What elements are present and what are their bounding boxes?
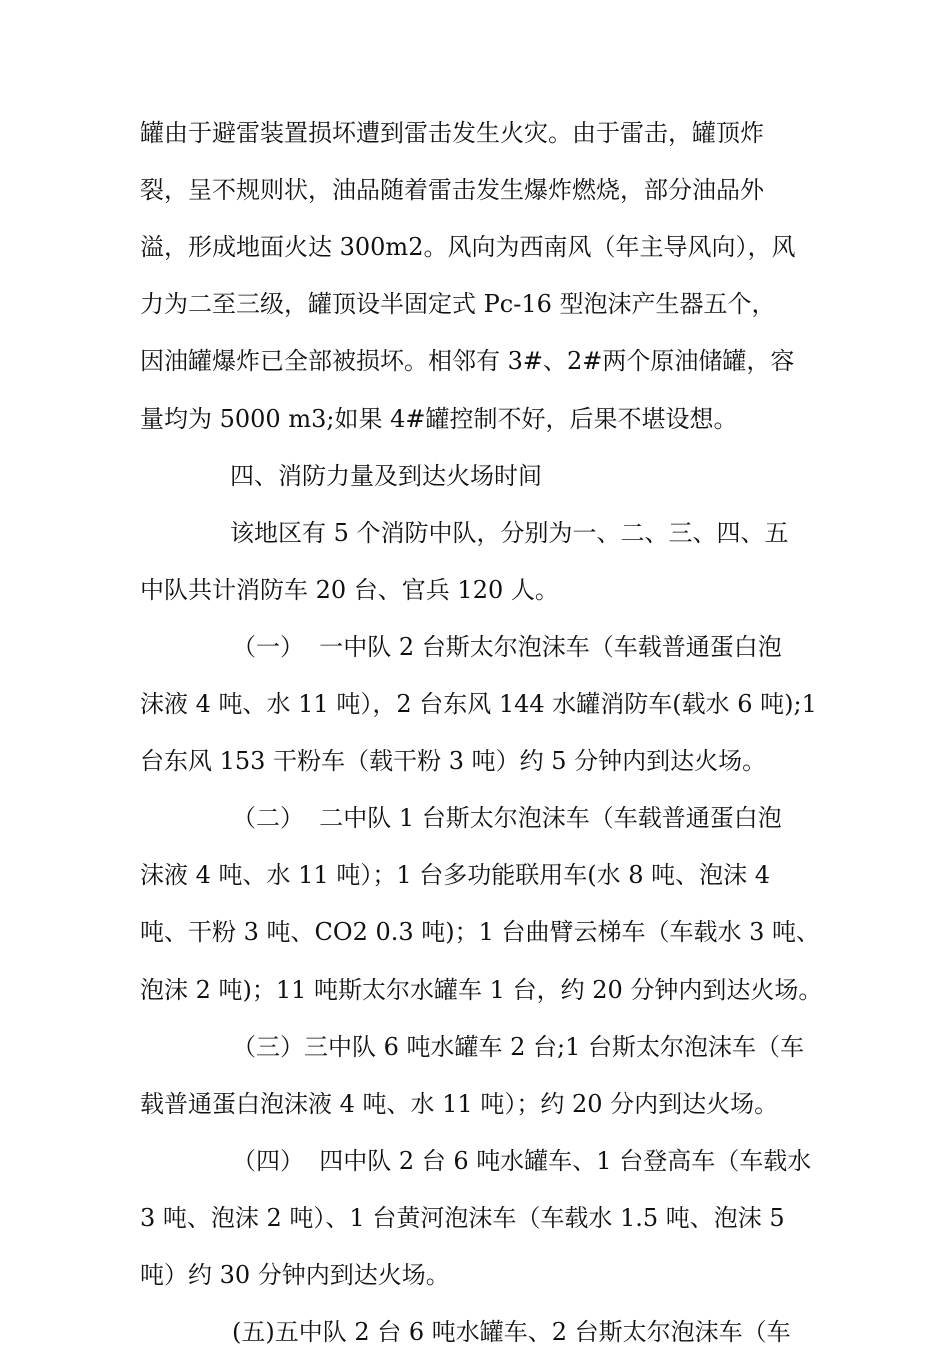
text-line: 溢，形成地面火达 300m2。风向为西南风（年主导风向），风	[140, 233, 796, 261]
text-line: 力为二至三级，罐顶设半固定式 Pc-16 型泡沫产生器五个，	[140, 290, 776, 318]
text-line: 台东风 153 干粉车（载干粉 3 吨）约 5 分钟内到达火场。	[140, 747, 767, 775]
text-line: 吨、干粉 3 吨、CO2 0.3 吨)；1 台曲臂云梯车（车载水 3 吨、	[140, 918, 821, 946]
text-line: 裂，呈不规则状，油品随着雷击发生爆炸燃烧，部分油品外	[140, 176, 764, 204]
text-line: （四） 四中队 2 台 6 吨水罐车、1 台登高车（车载水	[232, 1147, 812, 1175]
text-line: （三）三中队 6 吨水罐车 2 台;1 台斯太尔泡沫车（车	[232, 1033, 805, 1061]
text-line: 载普通蛋白泡沫液 4 吨、水 11 吨）；约 20 分内到达火场。	[140, 1090, 779, 1118]
text-line: 因油罐爆炸已全部被损坏。相邻有 3#、2#两个原油储罐，容	[140, 347, 795, 375]
text-line: 3 吨、泡沫 2 吨）、1 台黄河泡沫车（车载水 1.5 吨、泡沫 5	[140, 1204, 785, 1232]
text-line: （二） 二中队 1 台斯太尔泡沫车（车载普通蛋白泡	[232, 804, 782, 832]
text-line: 该地区有 5 个消防中队，分别为一、二、三、四、五	[230, 519, 789, 547]
text-line: 罐由于避雷装置损坏遭到雷击发生火灾。由于雷击，罐顶炸	[140, 119, 764, 147]
text-line: 沫液 4 吨、水 11 吨），2 台东风 144 水罐消防车(载水 6 吨);1	[140, 690, 817, 718]
text-line: 量均为 5000 m3;如果 4#罐控制不好，后果不堪设想。	[140, 405, 738, 433]
text-line: （一） 一中队 2 台斯太尔泡沫车（车载普通蛋白泡	[232, 633, 782, 661]
text-line: (五)五中队 2 台 6 吨水罐车、2 台斯太尔泡沫车（车	[232, 1318, 791, 1346]
text-line: 中队共计消防车 20 台、官兵 120 人。	[140, 576, 559, 604]
section-heading: 四、消防力量及到达火场时间	[230, 462, 542, 490]
text-line: 泡沫 2 吨)；11 吨斯太尔水罐车 1 台，约 20 分钟内到达火场。	[140, 976, 823, 1004]
text-line: 吨）约 30 分钟内到达火场。	[140, 1261, 450, 1289]
text-line: 沫液 4 吨、水 11 吨）；1 台多功能联用车(水 8 吨、泡沫 4	[140, 861, 771, 889]
